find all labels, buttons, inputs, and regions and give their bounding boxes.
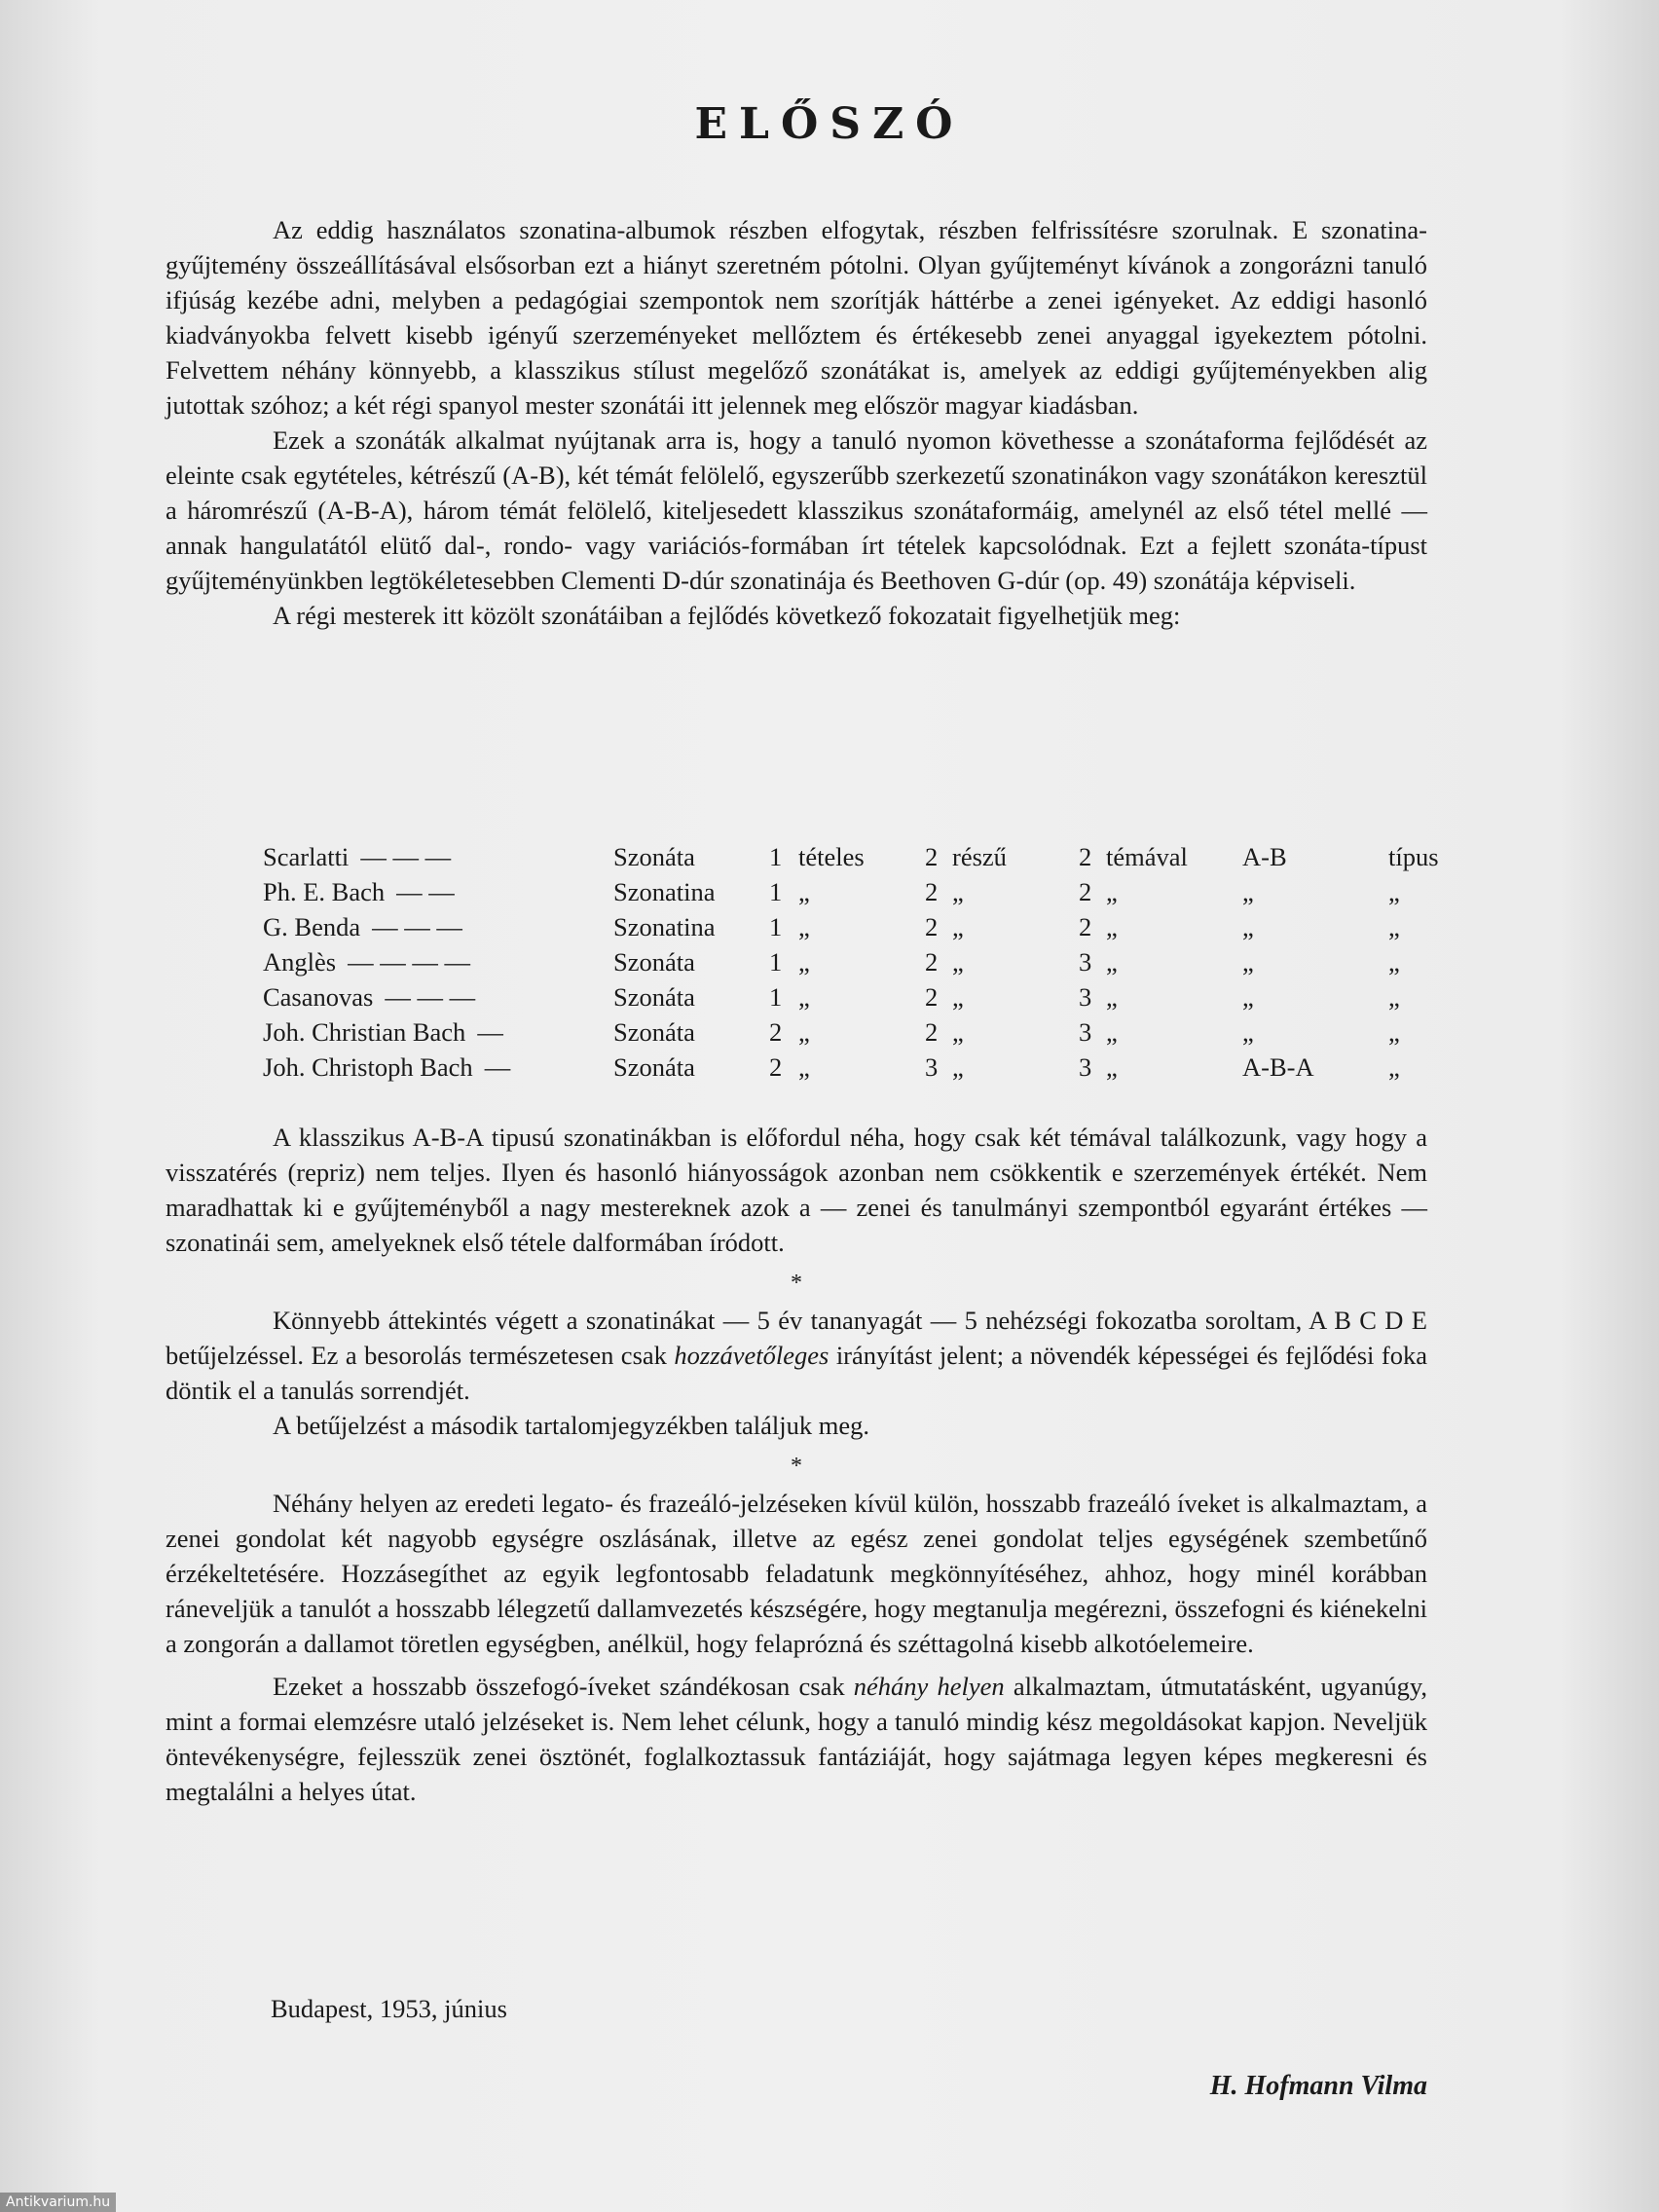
movements-count: 1 [769,841,783,871]
type-unit: „ [1388,946,1400,977]
parts-count: 2 [925,876,939,906]
parts-unit: részű [952,841,1007,871]
type-cell: A-B [1242,841,1287,871]
parts-unit: „ [952,876,964,906]
themes-count: 2 [1079,876,1092,906]
sonata-table [263,839,1447,1085]
themes-unit: „ [1106,981,1118,1012]
signature: H. Hofmann Vilma [1209,2071,1427,2101]
form-cell: Szonáta [613,1016,695,1047]
movements-unit: „ [798,1051,810,1082]
type-unit: „ [1388,1016,1400,1047]
themes-unit: „ [1106,876,1118,906]
type-unit: „ [1388,981,1400,1012]
form-cell: Szonatina [613,911,716,941]
movements-unit: „ [798,911,810,941]
form-cell: Szonáta [613,1051,695,1082]
separator-star: * [791,1271,802,1296]
movements-unit: „ [798,946,810,977]
themes-count: 2 [1079,841,1092,871]
themes-unit: „ [1106,911,1118,941]
paragraph: A betűjelzést a második tartalomjegyzékben találjuk meg. [273,1411,869,1440]
themes-count: 3 [1079,1051,1092,1082]
table-row [263,1014,1447,1050]
type-unit: „ [1388,911,1400,941]
parts-unit: „ [952,1051,964,1082]
parts-unit: „ [952,946,964,977]
themes-count: 3 [1079,981,1092,1012]
parts-count: 2 [925,911,939,941]
form-cell: Szonáta [613,946,695,977]
movements-count: 1 [769,911,783,941]
type-unit: „ [1388,1051,1400,1082]
type-cell: A-B-A [1242,1051,1314,1082]
parts-count: 2 [925,841,939,871]
themes-unit: témával [1106,841,1188,871]
composer-cell: Joh. Christian Bach — [263,1016,503,1047]
movements-unit: „ [798,981,810,1012]
intro-block [166,212,1427,633]
parts-count: 3 [925,1051,939,1082]
type-cell: „ [1242,911,1254,941]
themes-count: 2 [1079,911,1092,941]
composer-cell: Joh. Christoph Bach — [263,1051,511,1082]
table-row [263,874,1447,909]
composer-cell: G. Benda — — — [263,911,462,941]
paragraph: Az eddig használatos szonatina-albumok részben elfogytak, részben felfrissítésre szorulnak. E szonatina-gyűjtemény összeállításával elsősorban ezt a hiányt szeretném pótolni. Olyan gyűjteményt kívánok a zongorázni tanuló ifjúság kezébe adni, melyben a pedagógiai szempontok nem szorítják háttérbe a zenei igényeket. Az eddigi hasonló kiadványokba felvett kisebb igényű szerzeményeket mellőztem és értékesebb zenei anyaggal igyekeztem pótolni. Felvettem néhány könnyebb, a klasszikus stílust megelőző szonátákat is, amelyek az eddigi gyűjteményekben alig jutottak szóhoz; a két régi spanyol mester szonátái itt jelennek meg először magyar kiadásban. [166,215,1427,420]
paragraph: Ezek a szonáták alkalmat nyújtanak arra is, hogy a tanuló nyomon követhesse a szonátaforma fejlődését az eleinte csak egytételes, kétrészű (A-B), két témát felölelő, egyszerűbb szerkezetű szonatinákon vagy szonátákon keresztül a háromrészű (A-B-A), három témát felölelő, kiteljesedett klasszikus szonátaformáig, amelynél az első tétel mellé — annak hangulatától elütő dal-, rondo- vagy variációs-formában írt tételek kapcsolódnak. Ezt a fejlett szonáta-típust gyűjteményünkben legtökéletesebben Clementi D-dúr szonatinája és Beethoven G-dúr (op. 49) szonátája képviseli. [166,425,1427,595]
movements-count: 1 [769,981,783,1012]
paragraph: A klasszikus A-B-A tipusú szonatinákban is előfordul néha, hogy csak két témával találkozunk, vagy hogy a visszatérés (repriz) nem teljes. Ilyen és hasonló hiányosságok azonban nem csökkentik e szerzemények értékét. Nem maradhattak ki e gyűjteményből a nagy mestereknek azok a — zenei és tanulmányi szempontból egyaránt értékes — szonatinái sem, amelyeknek első tétele dalformában íródott. [166,1123,1427,1257]
table-row [263,839,1447,874]
type-cell: „ [1242,981,1254,1012]
themes-count: 3 [1079,946,1092,977]
date-line: Budapest, 1953, június [271,1994,507,2023]
form-cell: Szonáta [613,841,695,871]
movements-unit: „ [798,1016,810,1047]
form-cell: Szonáta [613,981,695,1012]
table-row [263,909,1447,944]
table-row [263,1050,1447,1085]
movements-count: 2 [769,1051,783,1082]
paragraph: Ezeket a hosszabb összefogó-íveket szándékosan csak néhány helyen alkalmaztam, útmutatásként, ugyanúgy, mint a formai elemzésre utaló jelzéseket is. Nem lehet célunk, hogy a tanuló mindig kész megoldásokat kapjon. Neveljük öntevékenységre, fejlesszük zenei ösztönét, foglalkoztassuk fantáziáját, hogy sajátmaga legyen képes megkeresni és megtalálni a helyes útat. [166,1672,1428,1806]
paragraph: Könnyebb áttekintés végett a szonatinákat — 5 év tananyagát — 5 nehézségi fokozatba soroltam, A B C D E betűjelzéssel. Ez a besorolás természetesen csak hozzávetőleges irányítást jelent; a növendék képességei és fejlődési foka döntik el a tanulás sorrendjét. [166,1306,1427,1405]
type-cell: „ [1242,946,1254,977]
themes-count: 3 [1079,1016,1092,1047]
parts-count: 2 [925,1016,939,1047]
table-row [263,944,1447,979]
type-unit: „ [1388,876,1400,906]
parts-unit: „ [952,911,964,941]
composer-cell: Scarlatti — — — [263,841,452,871]
parts-unit: „ [952,981,964,1012]
composer-cell: Ph. E. Bach — — [263,876,455,906]
page-title: ELŐSZÓ [694,99,965,149]
parts-unit: „ [952,1016,964,1047]
parts-count: 2 [925,981,939,1012]
themes-unit: „ [1106,1016,1118,1047]
movements-unit: tételes [798,841,865,871]
paragraph: A régi mesterek itt közölt szonátáiban a fejlődés következő fokozatait figyelhetjük meg: [273,601,1181,630]
type-cell: „ [1242,1016,1254,1047]
type-unit: típus [1388,841,1439,871]
body-block [166,1120,1427,1809]
movements-count: 1 [769,946,783,977]
form-cell: Szonatina [613,876,716,906]
movements-unit: „ [798,876,810,906]
paragraph: Néhány helyen az eredeti legato- és frazeáló-jelzéseken kívül külön, hosszabb frazeáló íveket is alkalmaztam, a zenei gondolat két nagyobb egységre oszlásának, illetve az egész zenei gondolat teljes egységének szembetűnő érzékeltetésére. Hozzásegíthet az egyik legfontosabb feladatunk megkönnyítéséhez, ahhoz, hogy minél korábban ráneveljük a tanulót a hosszabb lélegzetű dallamvezetés készségére, hogy megtanulja megérezni, összefogni és kiénekelni a zongorán a dallamot töretlen egységben, anélkül, hogy felaprózná és széttagolná kisebb alkotóelemeire. [166,1489,1427,1658]
movements-count: 2 [769,1016,783,1047]
table-row [263,979,1447,1014]
type-cell: „ [1242,876,1254,906]
movements-count: 1 [769,876,783,906]
themes-unit: „ [1106,946,1118,977]
separator-star: * [791,1454,802,1479]
themes-unit: „ [1106,1051,1118,1082]
watermark: Antikvarium.hu [0,2193,116,2212]
composer-cell: Anglès — — — — [263,946,470,977]
parts-count: 2 [925,946,939,977]
composer-cell: Casanovas — — — [263,981,476,1012]
